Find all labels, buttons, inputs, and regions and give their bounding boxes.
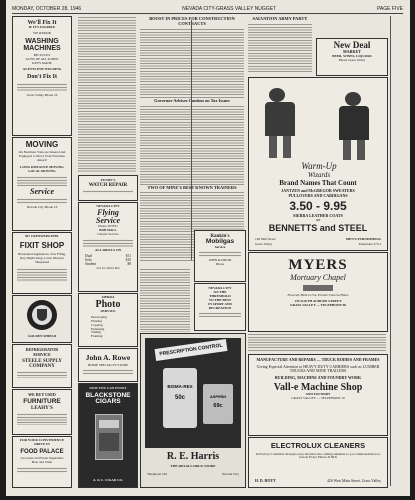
ad-line: GRASS VALLEY — TELEPHONE 96 [289,302,347,307]
ad-headline: CIGARS [95,398,121,406]
news-column-text [78,16,136,172]
rates-table [85,254,131,267]
list-item: Copying [91,322,103,327]
ad-line: MARKET [343,49,361,54]
ad-flying-service [78,202,138,292]
ad-headline: MYERS [288,257,348,273]
product-name: ASPIRIN [209,394,227,399]
ad-headline: Service [30,186,54,196]
column-rule [191,20,192,260]
ad-subtitle: On Furniture Vans are Insured and Equipped to Move Your Furniture Ahead! [18,150,66,162]
ad-line: FUNDY'S [100,178,116,182]
ad-electrolux-cleaners [248,437,388,488]
ad-address: 426 West Main Street, Grass Valley [327,479,381,483]
ad-headline: WATCH REPAIR [88,182,128,188]
news-stories [140,16,244,266]
ad-new-deal-market [316,38,388,76]
ad-headline: Mobilgas [205,238,235,245]
ad-headline: New Deal [333,40,371,50]
scan-edge-left [0,0,6,500]
product-price: 50c [174,395,185,401]
ad-body-text [199,312,241,317]
ad-contact-row [147,472,239,476]
ad-headline: ELECTROLUX CLEANERS [270,441,366,450]
ad-line: PULLOVERS AND CARDIGANS [288,193,348,198]
ad-line: THE REXALL DRUG STORE [170,464,216,468]
ad-mobilgas [194,230,246,282]
story-headline: Governor Advises Caution on Tax Issues [140,98,244,105]
ad-line: Phone [215,262,225,267]
ad-line: BUILDING, MACHINE AND FOUNDRY WORK [274,374,362,380]
ad-line: AT [315,218,321,222]
ad-footer: Let Us Train You [96,266,120,271]
masthead-page: PAGE FIVE [376,6,403,12]
ad-line: Charter Service [97,231,119,236]
ad-subtitle: IF IT'S FIXABLE [28,25,56,29]
ad-watch-repair [78,175,138,201]
ad-line: Funerals Held in Our Private Funeral Home [287,293,349,297]
ad-line: Service [214,244,226,249]
ad-title: LEAHY'S [31,406,53,412]
story-text [248,23,312,73]
ad-line: NOW YOU CAN ENJOY [89,386,127,390]
ad-subtitle: Mortuary Chapel [290,273,346,282]
ad-headline: Service [96,215,120,225]
ad-body-text [17,268,67,282]
ad-line: FOR YOUR CONVENIENCE [19,438,65,442]
ad-line: 135 SOUTH AUBURN STREET [294,298,342,303]
ad-line: GRASS VALLEY — TELEPHONE 16 [291,396,345,401]
ad-line: JOHN RANKIN [208,258,232,263]
ad-line: LONG DISTANCE MOVING [20,164,64,169]
ornament-icon [303,285,333,291]
ad-body-text [17,83,67,91]
scan-edge-bottom [0,496,415,500]
ad-headline: FIXIT SHOP [19,240,65,250]
ad-line: TO THE BEST [208,297,232,302]
ad-headline: COMPANY [29,364,55,370]
ad-line: DRIVE IN [34,441,50,446]
ad-golden-shield [12,295,72,343]
ad-washing-machines [12,16,72,136]
ad-body-text [17,176,67,186]
rate-row: Dual $11 [85,253,131,258]
ad-line: HOME SPECIALTY STORE [87,362,129,367]
ad-phone: Telephone 275-J [358,242,381,246]
ad-line: LOCAL MOVING [28,168,56,173]
ad-line: Phone Grass Valley [338,57,366,62]
story-text [140,105,244,185]
ad-headline: Vall-e Machine Shop [273,382,363,394]
ad-footer: Grass Valley Phone 16 [26,93,58,98]
ad-line: ACETYLENE WELDING [22,66,62,71]
ad-headline: WASHING MACHINES [23,37,61,52]
ad-body-text [17,413,67,425]
ad-title: GOLDEN SHIELD [27,334,57,339]
bottle-illustration [163,368,197,428]
ad-city: Nevada City [221,472,239,476]
ad-body: Household Appliances, Saw Filing, Key Duplicating, Lawn Mowers Sharpened [18,251,66,264]
script-line-2: Wizards [307,171,331,180]
story-headline: TWO OF MINE'S BEST KNOWN TRAINERS [140,185,244,192]
cigar-box-illustration [95,414,123,460]
ad-sierra-photo [78,293,138,347]
ad-headline: Brand Names That Count [279,179,357,187]
masthead [12,5,403,14]
news-column-text [140,268,190,332]
rate-row: Student $8 [85,262,131,267]
ad-body-text [17,198,67,204]
story-headline: BOOST IN PRICES FOR CONSTRUCTION CONTRACTS [140,16,244,28]
ad-line: AND FOUNDRY [305,392,331,397]
ad-line: SERVICE [33,351,51,357]
script-line-1: Warm-Up [301,161,337,171]
product-price: 69c [213,403,223,409]
sweater-illustration [259,82,377,162]
list-item: Tinting [91,330,101,335]
ad-body: In Factory Condition through every month is the coming sunshine to you. Demonstration or Join in Every Phone 413RX [255,451,381,460]
ad-address: 126 Mill Street [255,237,276,241]
ad-line: NEVADA CITY [96,204,120,208]
ad-nevada-city-sport [194,283,246,331]
ad-headline: Photo [95,298,121,310]
product-name: BISMA-REX [167,384,193,389]
ad-line: Groceries and Fresh Vegetables [20,455,64,460]
ad-blackstone-cigars [78,383,138,488]
ad-title: We'll Fix It [27,20,57,26]
ad-phone: Telephone 100 [147,472,168,476]
ad-fixit-shop [12,232,72,294]
ad-title: Rankin's [210,234,230,239]
ad-price: 3.50 - 9.95 [289,199,347,213]
ad-line: IN SPORT AND [208,301,232,306]
ad-line: BICYCLES [33,52,51,57]
scan-edge-right [410,0,415,500]
list-item: Printing [91,318,102,323]
ad-city: Grass Valley [255,242,273,246]
masthead-title: NEVADA CITY-GRASS VALLEY NUGGET [182,6,277,12]
ad-line: SERVICE [100,308,116,313]
prescription-banner: PRESCRIPTION CONTROL [155,339,228,361]
ad-contact-row [255,479,381,483]
rate-row: Solo $10 [85,257,131,262]
ad-used-furniture [12,389,72,435]
ad-line: ON THE [213,289,227,294]
ad-body-text [83,239,133,247]
ad-headline: STEELE SUPPLY [22,359,62,365]
ad-line: REFRIGERATOR [25,347,59,352]
ad-contact-row [255,237,381,241]
ad-title: Don't Fix It [27,74,57,81]
ad-body-text [199,251,241,257]
ad-line: BEER, WINES, LIQUORS [332,53,372,58]
ad-headline: John A. Rowe [85,353,131,362]
ad-body-text [83,190,133,194]
ad-line: WE BUY USED [28,392,56,397]
ad-line: KEYS MADE [32,60,52,65]
aspirin-box-illustration [203,384,233,424]
ad-headline: Flying [97,207,119,217]
ad-line: SIERRA [101,295,115,299]
ad-line: RECREATION [208,305,232,310]
ad-headline: FOOD PALACE [20,448,64,455]
ad-script-title [279,162,359,178]
ad-title: MOVING [25,140,59,149]
ad-line: NEVADA CITY [208,286,232,290]
ad-body-text [83,369,133,374]
news-column-text [248,333,386,351]
ad-john-rowe [78,348,138,382]
list-item: Framing [91,334,103,339]
ad-line: JANTZEN and McGREGOR SWEATERS [281,188,355,193]
ad-line: MANUFACTURE AND REPAIRS — TRUCK BODIES AND FRAMES [256,357,380,362]
list-item: Enlarging [91,326,105,331]
ad-store-name: BENNETTS and STEEL [268,223,368,233]
ad-food-palace [12,436,72,488]
ad-line: WE REPAIR [33,30,51,35]
ad-headline: FURNITURE [23,397,61,405]
ad-line: Beer and Wine [31,459,53,464]
ad-contact-row [255,242,381,246]
ad-myers-mortuary [248,252,388,332]
ad-footer: A. & C. CIGAR CO. [92,478,124,483]
ad-line: Phone 293F21 [98,223,118,228]
ad-line: Giving Especial Attention to HEAVY DUTY CARRIERS such as LUMBER TRUCKS AND MINE TRAILERS [256,363,380,374]
page-margin-rule [390,16,391,486]
ad-line: SIERRA LEATHER COATS [293,213,343,218]
ad-moving [12,137,72,231]
shield-logo-icon [27,300,57,330]
ad-body-text [17,467,67,473]
ad-line: GUNS OF ALL KINDS [25,56,59,61]
service-list [91,316,137,339]
ad-valle-machine-shop [248,354,388,436]
drugstore-illustration [145,338,241,448]
ad-body-text [17,371,67,378]
ad-line: BOB HALL [99,227,117,232]
ad-line: THRESHOLD [209,293,231,298]
ad-footer: Nevada City Phone 16 [26,204,58,209]
list-item: Developing [91,314,107,319]
ad-refrigerator-service [12,344,72,388]
ad-headline: R. E. Harris [166,451,220,462]
rates-header: ALL DRILLS ON [94,247,122,252]
story-headline: SALVATION ARMY PARTY [248,16,312,23]
ad-dealer: H. D. HOYT [255,479,276,483]
ad-line: 307 CRENSHAW PHN. [24,234,60,238]
ad-line: MEN'S FURNISHINGS [345,237,381,241]
ad-bennetts-and-steel [248,77,388,251]
story-text [140,28,244,98]
ad-harris-rexall [140,333,246,488]
masthead-date: MONDAY, OCTOBER 28, 1946 [12,6,82,12]
news-salvation-army [248,16,312,74]
ad-headline: BLACKSTONE [85,391,131,399]
